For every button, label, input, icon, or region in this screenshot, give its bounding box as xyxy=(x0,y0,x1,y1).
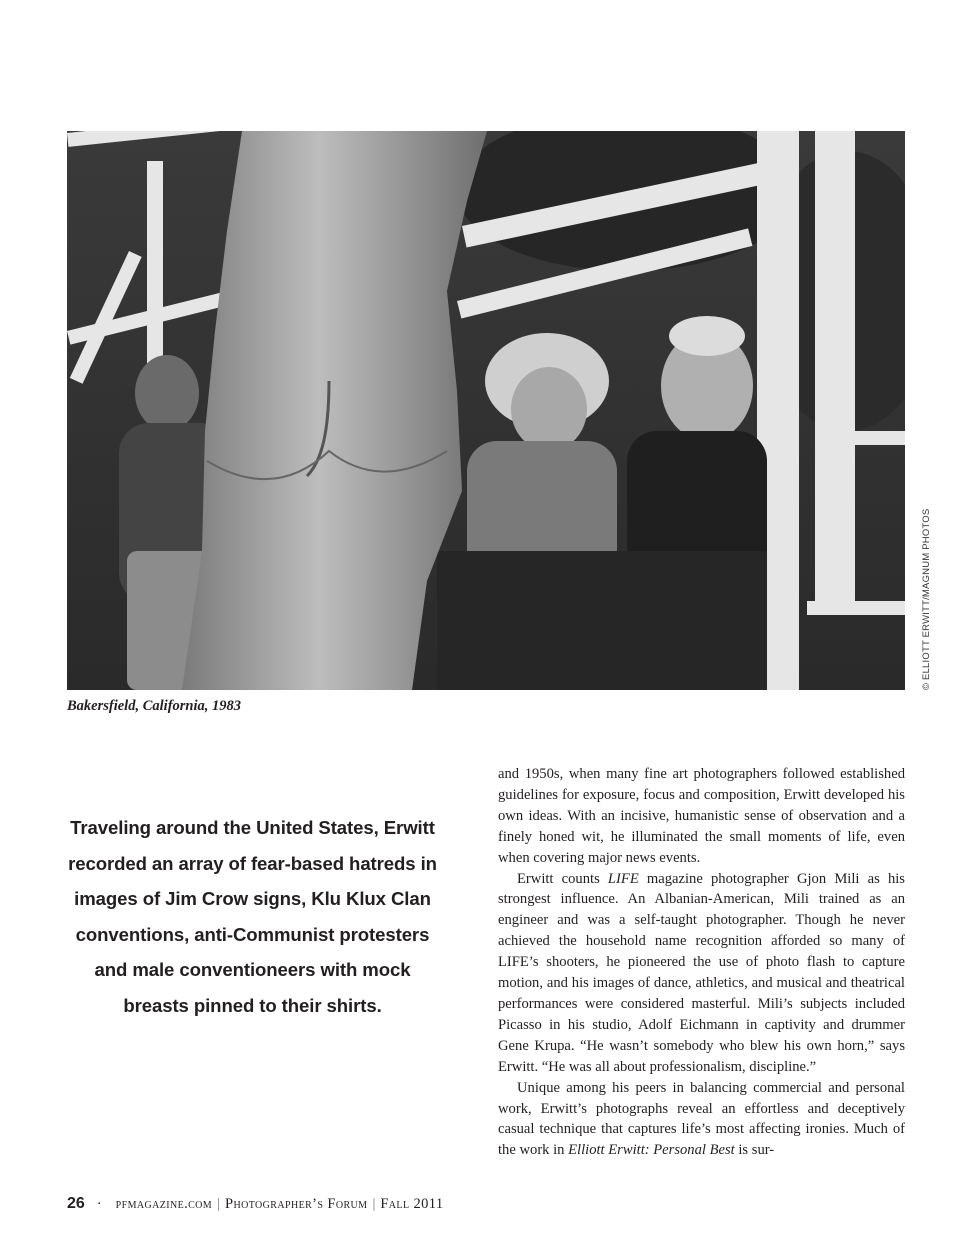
article-paragraph-2 xyxy=(498,869,905,1078)
photograph xyxy=(67,131,905,690)
page-footer xyxy=(67,1195,444,1213)
photo-credit: © ELLIOTT ERWITT/MAGNUM PHOTOS xyxy=(921,508,932,690)
book-title-italic: Elliott Erwitt: Personal Best xyxy=(568,1142,735,1159)
paragraph-3-text-a: Unique among his peers in balancing commercial and personal work, Erwitt’s photographs reveal an effortless and deceptively casual technique that captures life’s most affecting ironies. Much of the work in xyxy=(498,1079,905,1159)
article-paragraph-1: and 1950s, when many fine art photographers followed established guidelines for exposure, focus and composition, Erwitt developed his own ideas. With an incisive, humanistic sense of observation and a finely honed wit, he illuminated the small moments of life, even when covering major news events. xyxy=(498,766,905,866)
paragraph-2-text-b: magazine photographer Gjon Mili as his strongest influence. An Albanian-American, Mili trained as an engineer and was a self-taught photographer. Though he never achieved the household name recognition afforded so many of LIFE’s shooters, he pioneered the use of photo flash to capture motion, and his images of dance, athletics, and musical and theatrical performances were considered masterful. Mili’s subjects included Picasso in his studio, Adolf Eichmann in captivity and drummer Gene Krupa. “He wasn’t somebody who blew his own horn,” says Erwitt. “He was all about professionalism, discipline.” xyxy=(498,870,905,1075)
photo-illustration xyxy=(67,131,905,690)
footer-issue: Fall 2011 xyxy=(380,1196,444,1212)
footer-publication: Photographer’s Forum xyxy=(225,1196,368,1212)
paragraph-3-text-b: is sur- xyxy=(734,1142,775,1159)
footer-site: pfmagazine.com xyxy=(115,1196,213,1212)
page-number: 26 xyxy=(67,1195,85,1212)
pull-quote: Traveling around the United States, Erwitt recorded an array of fear-based hatreds in images of Jim Crow signs, Klu Klux Clan conventions, anti-Communist protesters and male conventioneers with mock breasts pinned to their shirts. xyxy=(68,817,437,1016)
footer-divider: | xyxy=(217,1196,221,1212)
article-column xyxy=(498,764,905,1161)
paragraph-2-text-a: Erwitt counts xyxy=(517,870,608,887)
footer-bullet: · xyxy=(96,1196,102,1212)
photo-caption: Bakersfield, California, 1983 xyxy=(67,698,242,714)
footer-divider: | xyxy=(372,1196,376,1212)
life-italic: LIFE xyxy=(607,870,639,887)
article-paragraph-3 xyxy=(498,1078,905,1162)
